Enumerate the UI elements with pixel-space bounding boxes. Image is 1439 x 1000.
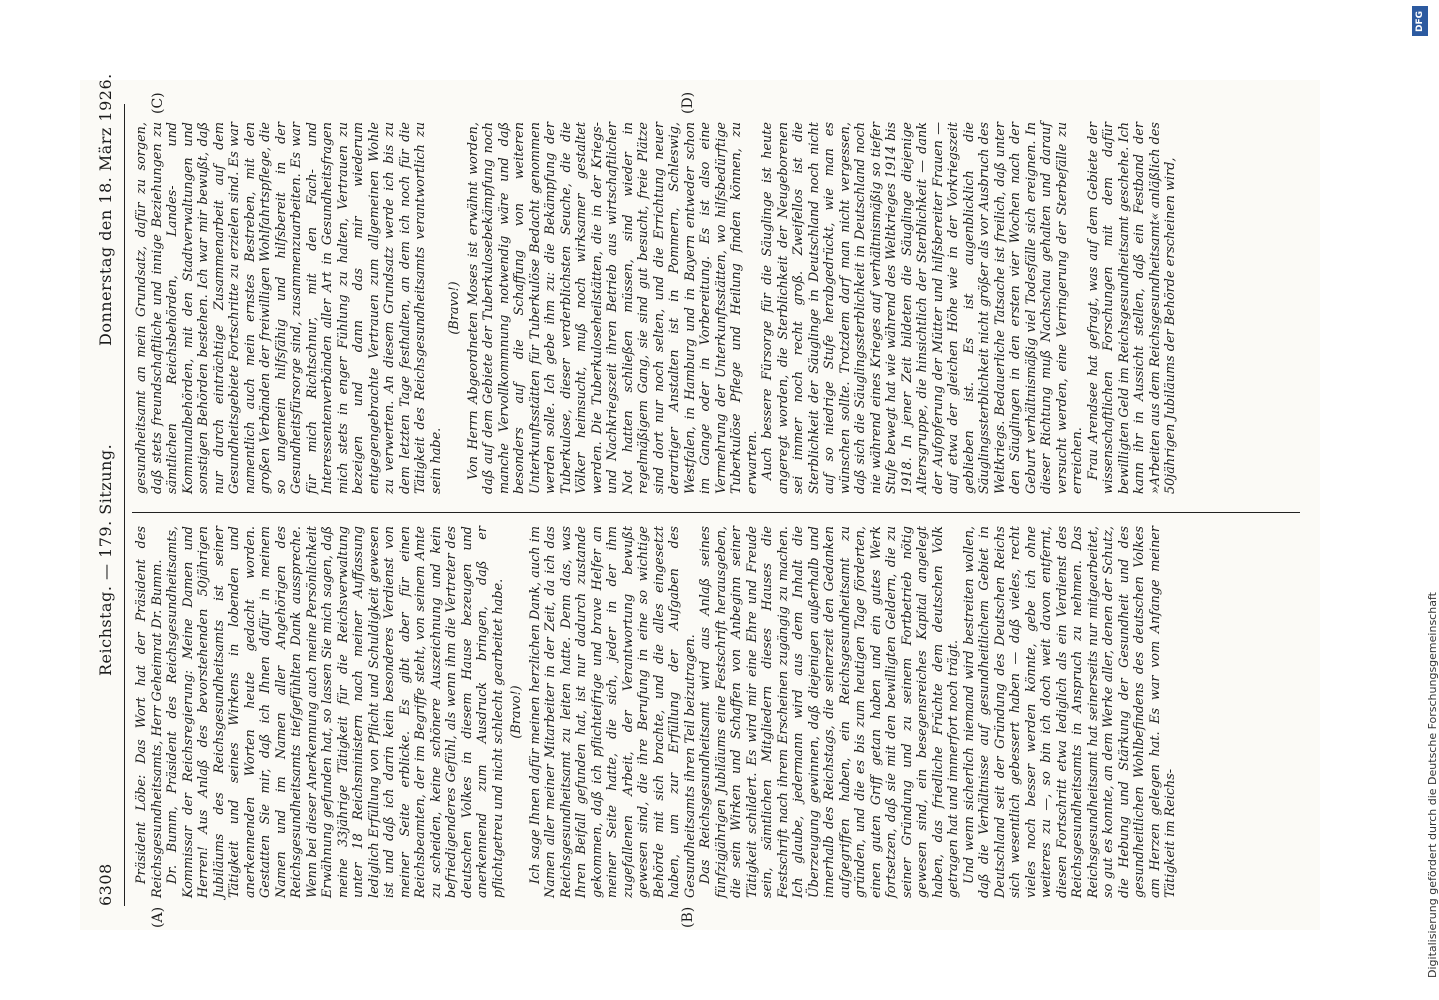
marker-a: (A) — [150, 906, 166, 928]
paragraph: Und wenn sicherlich niemand wird bestreiten wollen, daß die Verhältnisse auf gesundheitlichem Gebiet in Deutschland seit der Gründung des Deutschen Reichs sich wesentlich gebessert haben — daß vieles, recht vieles noch besser werden könnte, gebe ich ohne weiteres zu —, so bin ich doch weit davon entfernt, diesen Fortschritt etwa lediglich als ein Verdienst des Reichsgesundheitsamts in Anspruch zu nehmen. Das Reichsgesundheitsamt hat seinerseits nur mitgearbeitet, so gut es konnte, an dem Werke aller, denen der Schutz, die Hebung und Stärkung der Gesundheit und des gesundheitlichen Wohlbefindens des deutschen Volkes am Herzen gelegen hat. Es war vom Anfange meiner Tätigkeit im Reichs- — [961, 526, 1178, 898]
header-session: Reichstag. — 179. Sitzung. — [96, 443, 115, 676]
header-rule — [124, 104, 125, 906]
dfg-sidebar — [1400, 0, 1439, 1000]
dfg-funding-note: Digitalisierung gefördert durch die Deutsche Forschungsgemeinschaft — [1426, 592, 1439, 978]
page-number: 6308 — [96, 863, 115, 906]
paragraph: Dr. Bumm, Präsident des Reichsgesundheitsamts, Kommissar der Reichsregierung: Meine Damen und Herren! Aus Anlaß des bevorstehenden 50jährigen Jubiläums des Reichsgesundheitsamts ist seiner Tätigkeit und seines Wirkens in lobenden und anerkennenden Worten heute gedacht worden. Gestatten Sie mir, daß ich Ihnen dafür in meinem Namen und im Namen aller Angehörigen des Reichsgesundheitsamts tiefgefühlten Dank ausspreche. Wenn bei dieser Anerkennung auch meine Persönlichkeit Erwähnung gefunden hat, so lassen Sie mich sagen, daß meine 33jährige Tätigkeit für die Reichsverwaltung unter 18 Reichsministern nach meiner Auffassung lediglich Erfüllung von Pflicht und Schuldigkeit gewesen ist und daß ich darin kein besonderes Verdienst von meiner Seite erblicke. Es gibt aber für einen Reichsbeamten, der im Begriffe steht, von seinem Amte zu scheiden, keine schönere Auszeichnung und kein befriedigenderes Gefühl, als wenn ihm die Vertreter des deutschen Volkes in diesem Hause bezeugen und anerkennend zum Ausdruck bringen, daß er pflichtgetreu und nicht schlecht gearbeitet habe. — [165, 526, 506, 898]
paragraph: Von Herrn Abgeordneten Moses ist erwähnt worden, daß auf dem Gebiete der Tuberkulosebekämpfung noch manche Vervollkommnung notwendig wäre und daß besonders auf die Schaffung von weiteren Unterkunftsstätten für Tuberkulöse Bedacht genommen werden solle. Ich gebe ihm zu: die Bekämpfung der Tuberkulose, dieser verderblichsten Seuche, die die Völker heimsucht, muß noch wirksamer gestaltet werden. Die Tuberkuloseheilstätten, die in der Kriegs- und Nachkriegszeit ihren Betrieb aus wirtschaftlicher Not hatten schließen müssen, sind wieder in regelmäßigem Gang, sie sind gut besucht, freie Plätze sind dort nur noch selten, und die Errichtung neuer derartiger Anstalten ist in Pommern, Schleswig, Westfalen, in Hamburg und in Bayern entweder schon im Gange oder in Vorbereitung. Es ist also eine Vermehrung der Unterkunftsstätten, wo hilfsbedürftige Tuberkulöse Pflege und Heilung finden können, zu erwarten. — [465, 122, 760, 494]
rotated-page-content — [80, 73, 1320, 930]
applause-note: (Bravo!) — [509, 685, 524, 739]
left-text-column — [134, 526, 1310, 898]
marker-d: (D) — [680, 91, 696, 114]
paragraph: Präsident Löbe: Das Wort hat der Präsident des Reichsgesundheitsamts, Herr Geheimrat Dr. Bumm. — [134, 526, 165, 898]
paragraph: Ich sage Ihnen dafür meinen herzlichen Dank, auch im Namen aller meiner Mitarbeiter in der Zeit, da ich das Reichsgesundheitsamt zu leiten hatte. Denn das, was Ihren Beifall gefunden hat, ist nur dadurch zustande gekommen, daß ich pflichteifrige und brave Helfer an meiner Seite hatte, die sich, jeder in der ihm zugefallenen Arbeit, der Verantwortung bewußt gewesen sind, die ihre Berufung in eine so wichtige Behörde mit sich brachte, und die alles eingesetzt haben, um zur Erfüllung der Aufgaben des Gesundheitsamts ihren Teil beizutragen. — [527, 526, 698, 898]
paragraph: Auch bessere Fürsorge für die Säuglinge ist heute angeregt worden, die Sterblichkeit der Neugeborenen sei immer noch recht groß. Zweifellos ist die Sterblichkeit der Säuglinge in Deutschland noch nicht auf so niedrige Stufe herabgedrückt, wie man es wünschen sollte. Trotzdem darf man nicht vergessen, daß sich die Säuglingssterblichkeit in Deutschland noch nie während eines Krieges auf verhältnismäßig so tiefer Stufe bewegt hat wie während des Weltkrieges 1914 bis 1918. In jener Zeit bildeten die Säuglinge diejenige Altersgruppe, die hinsichtlich der Sterblichkeit — dank der Aufopferung der Mütter und hilfsbereiter Frauen — auf etwa der gleichen Höhe wie in der Vorkriegszeit geblieben ist. Es ist augenblicklich die Säuglingssterblichkeit nicht größer als vor Ausbruch des Weltkriegs. Bedauerliche Tatsache ist freilich, daß unter den Säuglingen in den ersten vier Wochen nach der Geburt verhältnismäßig viel Todesfälle sich ereignen. In dieser Richtung muß Nachschau gehalten und darauf versucht werden, eine Verringerung der Sterbefälle zu erreichen. — [760, 122, 1085, 494]
page-header — [90, 73, 124, 906]
right-text-column — [134, 122, 1310, 494]
paragraph: Das Reichsgesundheitsamt wird aus Anlaß seines fünfzigjährigen Jubiläums eine Festschrift herausgeben, die sein Wirken und Schaffen von Anbeginn seiner Tätigkeit schildert. Es wird mir eine Ehre und Freude sein, sämtlichen Mitgliedern dieses Hauses die Festschrift nach ihrem Erscheinen zugängig zu machen. Ich glaube, jedermann wird aus dem Inhalt die Überzeugung gewinnen, daß diejenigen außerhalb und innerhalb des Reichstags, die seinerzeit den Gedanken aufgegriffen haben, ein Reichsgesundheitsamt zu gründen, und die es bis zum heutigen Tage förderten, einen guten Griff getan haben und ein gutes Werk fortsetzen, daß sie mit den bewilligten Geldern, die zu seiner Gründung und zu seinem Fortbetrieb nötig gewesen sind, ein besegensreiches Kapital angelegt haben, das friedliche Früchte dem deutschen Volk getragen hat und immerfort noch trägt. — [698, 526, 961, 898]
marker-b: (B) — [680, 906, 696, 928]
paragraph: Frau Arendsee hat gefragt, was auf dem Gebiete der wissenschaftlichen Forschungen mit dem dafür bewilligten Geld im Reichsgesundheitsamt geschehe. Ich kann ihr in Aussicht stellen, daß ein Festband der »Arbeiten aus dem Reichsgesundheitsamt« anläßlich des 50jährigen Jubiläums der Behörde erscheinen wird, — [1085, 122, 1178, 494]
column-divider — [132, 512, 1300, 513]
dfg-logo: DFG — [1412, 6, 1428, 36]
paragraph: gesundheitsamt an mein Grundsatz, dafür zu sorgen, daß stets freundschaftliche und innige Beziehungen zu sämtlichen Reichsbehörden, Landes- und Kommunalbehörden, mit den Stadtverwaltungen und sonstigen Behörden bestehen. Ich war mir bewußt, daß nur durch einträchtige Zusammenarbeit auf dem Gesundheitsgebiete Fortschritte zu erzielen sind. Es war namentlich auch mein ernstes Bestreben, mit den großen Verbänden der freiwilligen Wohlfahrtspflege, die so ungemein hilfsfähig und hilfsbereit in der Gesundheitsfürsorge sind, zusammenzuarbeiten. Es war für mich Richtschnur, mit den Fach- und Interessentenverbänden aller Art in Gesundheitsfragen mich stets in enger Fühlung zu halten, Vertrauen zu bezeigen und dann das mir wiederum entgegengebrachte Vertrauen zum allgemeinen Wohle zu verwerten. An diesem Grundsatz werde ich bis zu dem letzten Tage festhalten, an dem ich noch für die Tätigkeit des Reichsgesundheitsamts verantwortlich zu sein habe. — [134, 122, 444, 494]
applause-note: (Bravo!) — [447, 281, 462, 335]
document-page — [80, 73, 1320, 930]
header-date: Donnerstag den 18. März 1926. — [96, 73, 115, 346]
marker-c: (C) — [150, 92, 166, 114]
